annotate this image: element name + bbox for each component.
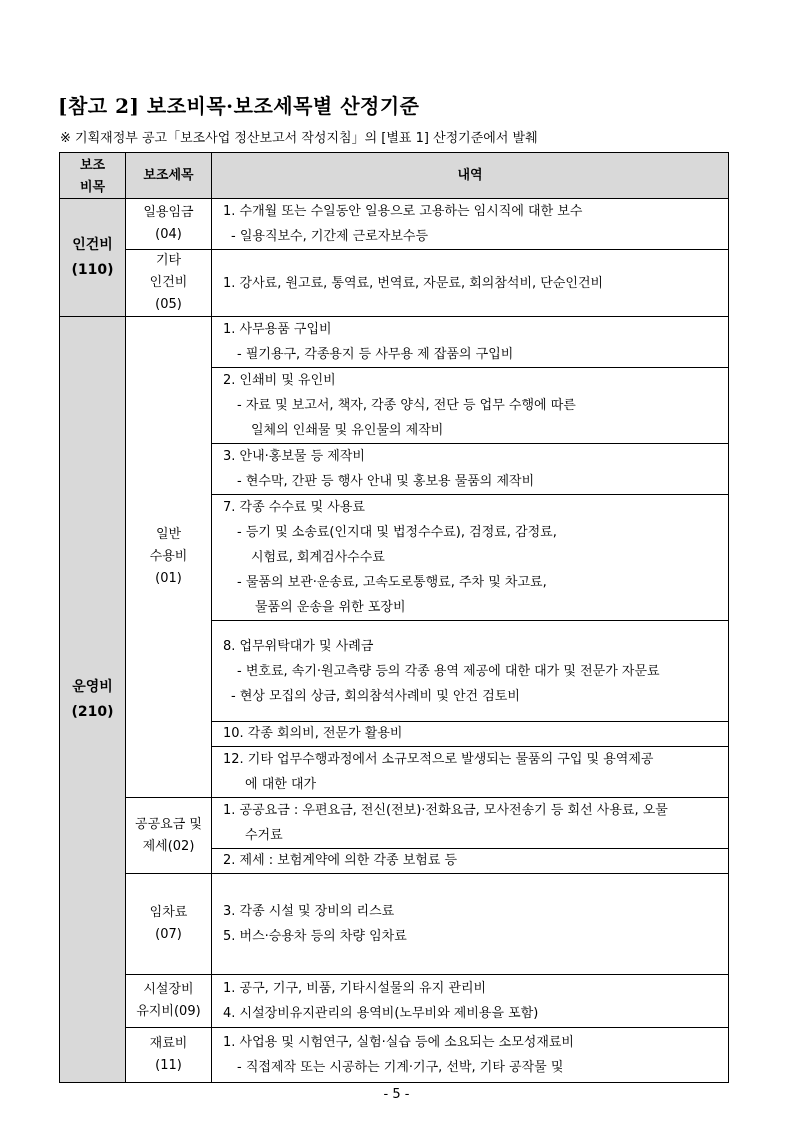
table-row — [60, 317, 729, 368]
subitem-utilities-taxes: 공공요금 및 제세(02) — [126, 798, 212, 874]
category-operating: 운영비 (210) — [60, 317, 126, 1083]
details-taxes: 2. 제세 : 보험계약에 의한 각종 보험료 등 — [212, 849, 729, 874]
table-header-row — [60, 153, 729, 199]
subitem-other-personnel: 기타 인건비 (05) — [126, 250, 212, 317]
subitem-general-supplies: 일반 수용비 (01) — [126, 317, 212, 798]
details-promotional-materials: 3. 안내·홍보물 등 제작비 - 현수막, 간판 등 행사 안내 및 홍보용 물품의 제작비 — [212, 444, 729, 495]
page-number: - 5 - — [383, 1087, 410, 1102]
details-facility-maintenance: 1. 공구, 기구, 비품, 기타시설물의 유지 관리비 4. 시설장비유지관리의 용역비(노무비와 제비용을 포함) — [212, 975, 729, 1028]
details-public-charges: 1. 공공요금 : 우편요금, 전신(전보)·전화요금, 모사전송기 등 회선 사용료, 오물 수거료 — [212, 798, 729, 849]
details-printing: 2. 인쇄비 및 유인비 - 자료 및 보고서, 책자, 각종 양식, 전단 등 업무 수행에 따른 일체의 인쇄물 및 유인물의 제작비 — [212, 368, 729, 444]
details-materials: 1. 사업용 및 시험연구, 실험·실습 등에 소요되는 소모성재료비 - 직접제작 또는 시공하는 기계·기구, 선박, 기타 공작물 및 — [212, 1028, 729, 1083]
source-note: ※ 기획재정부 공고「보조사업 정산보고서 작성지침」의 [별표 1] 산정기준에서 발췌 — [60, 131, 538, 146]
subitem-materials: 재료비 (11) — [126, 1028, 212, 1083]
table-row — [60, 1028, 729, 1083]
subitem-facility-maintenance: 시설장비 유지비(09) — [126, 975, 212, 1028]
header-details: 내역 — [212, 153, 729, 199]
header-expense-category: 보조 비목 — [60, 153, 126, 199]
subitem-rent: 임차료 (07) — [126, 874, 212, 975]
details-misc: 12. 기타 업무수행과정에서 소규모적으로 발생되는 물품의 구입 및 용역제공 에 대한 대가 — [212, 747, 729, 798]
page-title: [참고 2] 보조비목·보조세목별 산정기준 — [58, 94, 420, 118]
subitem-daily-wage: 일용임금 (04) — [126, 199, 212, 250]
details-meetings: 10. 각종 회의비, 전문가 활용비 — [212, 722, 729, 747]
header-sub-item: 보조세목 — [126, 153, 212, 199]
details-rent: 3. 각종 시설 및 장비의 리스료 5. 버스·승용차 등의 차량 임차료 — [212, 874, 729, 975]
table-row — [60, 250, 729, 317]
details-outsourcing: 8. 업무위탁대가 및 사례금 - 변호료, 속기·원고측량 등의 각종 용역 제공에 대한 대가 및 전문가 자문료 - 현상 모집의 상금, 회의참석사례비 및 안건 검토비 — [212, 621, 729, 722]
category-personnel: 인건비 (110) — [60, 199, 126, 317]
details-daily-wage: 1. 수개월 또는 수일동안 일용으로 고용하는 임시직에 대한 보수 - 일용직보수, 기간제 근로자보수등 — [212, 199, 729, 250]
budget-criteria-table — [59, 152, 729, 1083]
table-row — [60, 199, 729, 250]
table-row — [60, 798, 729, 849]
details-other-personnel: 1. 강사료, 원고료, 통역료, 번역료, 자문료, 회의참석비, 단순인건비 — [212, 250, 729, 317]
details-office-supplies: 1. 사무용품 구입비 - 필기용구, 각종용지 등 사무용 제 잡품의 구입비 — [212, 317, 729, 368]
table-row — [60, 874, 729, 975]
table-row — [60, 975, 729, 1028]
details-fees: 7. 각종 수수료 및 사용료 - 등기 및 소송료(인지대 및 법정수수료), 검정료, 감정료, 시험료, 회계검사수수료 - 물품의 보관·운송료, 고속도로통행료, 주차 및 차고료, 물품의 운송을 위한 포장비 — [212, 495, 729, 621]
